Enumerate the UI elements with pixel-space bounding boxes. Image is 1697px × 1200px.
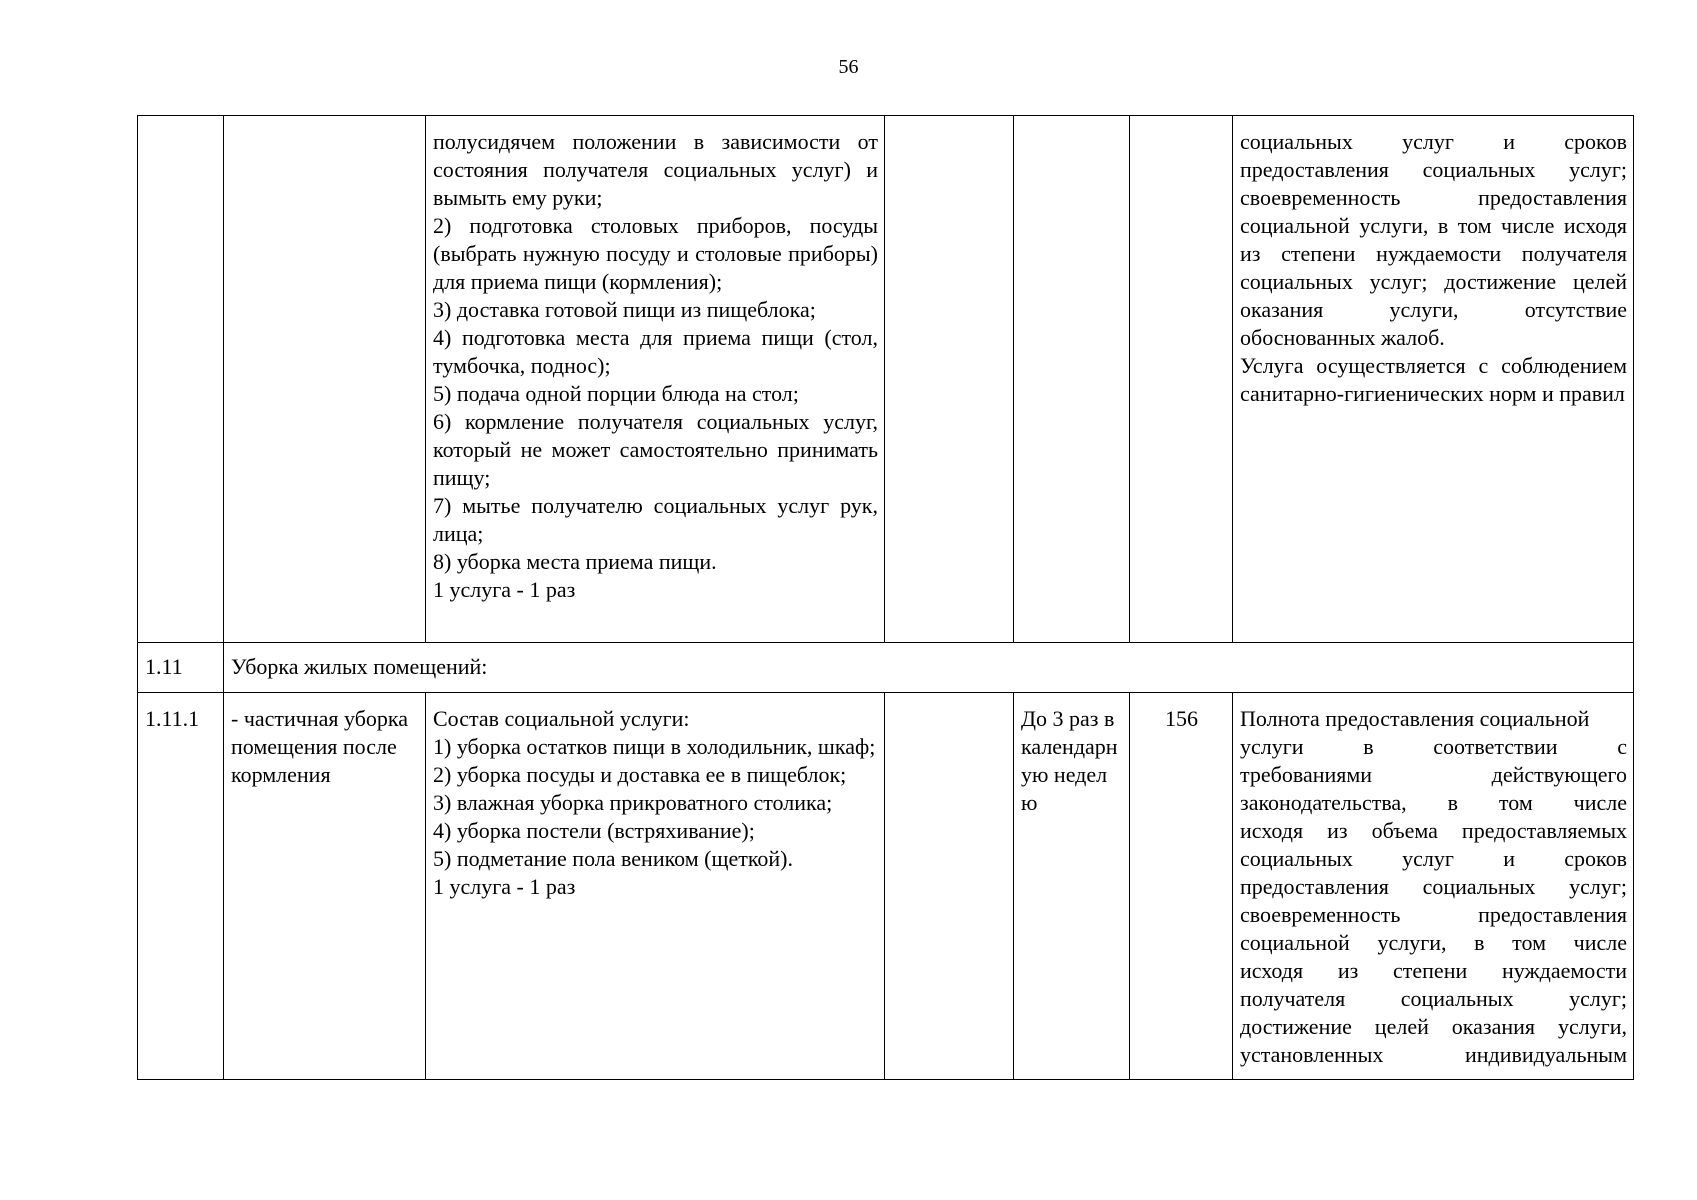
- service-name-cell: [224, 116, 426, 643]
- section-row: [138, 643, 1634, 693]
- empty-cell: [885, 693, 1014, 1080]
- content-line: 2) уборка посуды и доставка ее в пищеблок;: [433, 762, 847, 787]
- row-number-cell: 1.11.1: [138, 693, 224, 1080]
- service-name-cell: - частичная уборка помещения после кормления: [224, 693, 426, 1080]
- criteria-line: своевременность предоставления: [1240, 902, 1627, 927]
- criteria-line: предоставления социальных услуг;: [1240, 874, 1627, 899]
- content-line: 1 услуга - 1 раз: [433, 874, 576, 899]
- content-line: 1) уборка остатков пищи в холодильник, шкаф;: [433, 734, 876, 759]
- criteria-line: требованиями действующего: [1240, 762, 1627, 787]
- criteria-line: социальной услуги, в том числе: [1240, 930, 1627, 955]
- criteria-line: исходя из объема предоставляемых: [1240, 818, 1627, 843]
- content-line: 8) уборка места приема пищи.: [433, 549, 717, 574]
- content-line: 7) мытье получателю социальных услуг рук, лица;: [433, 493, 878, 546]
- criteria-line: установленных индивидуальным: [1240, 1042, 1627, 1067]
- criteria-paragraph: социальных услуг и сроков предоставления социальных услуг; своевременность предоставления социальной услуги, в том числе исходя из степени нуждаемости получателя социальных услуг; достижение целей оказания услуги, отсутствие обоснованных жалоб.: [1240, 129, 1627, 350]
- content-line: 2) подготовка столовых приборов, посуды (выбрать нужную посуду и столовые приборы) для приема пищи (кормления);: [433, 213, 878, 294]
- content-line: 5) подметание пола веником (щеткой).: [433, 846, 793, 871]
- content-line: 3) доставка готовой пищи из пищеблока;: [433, 297, 816, 322]
- criteria-line: Полнота предоставления социальной: [1240, 706, 1590, 731]
- volume-cell: 156: [1130, 693, 1233, 1080]
- content-line: 6) кормление получателя социальных услуг, который не может самостоятельно принимать пищу;: [433, 409, 878, 490]
- criteria-cell: [1233, 116, 1634, 643]
- empty-cell: [885, 116, 1014, 643]
- volume-cell: [1130, 116, 1233, 643]
- row-number-cell: [138, 116, 224, 643]
- content-line: 4) уборка постели (встряхивание);: [433, 818, 755, 843]
- content-line: 1 услуга - 1 раз: [433, 577, 576, 602]
- table-row-continued: [138, 116, 1634, 643]
- content-line: 5) подача одной порции блюда на стол;: [433, 381, 799, 406]
- content-line: 3) влажная уборка прикроватного столика;: [433, 790, 833, 815]
- page-number: 56: [838, 56, 859, 78]
- criteria-cell: [1233, 693, 1634, 1080]
- criteria-line: исходя из степени нуждаемости: [1240, 958, 1627, 983]
- table-row-item: [138, 693, 1634, 1080]
- content-line: 4) подготовка места для приема пищи (стол, тумбочка, поднос);: [433, 325, 878, 378]
- services-table: [137, 115, 1634, 1080]
- criteria-line: достижение целей оказания услуги,: [1240, 1014, 1627, 1039]
- section-number-cell: 1.11: [138, 643, 224, 693]
- criteria-line: услуги в соответствии с: [1240, 734, 1627, 759]
- frequency-cell: До 3 раз в календарную неделю: [1014, 693, 1130, 1080]
- content-line: полусидячем положении в зависимости от состояния получателя социальных услуг) и вымыть ему руки;: [433, 129, 878, 210]
- criteria-paragraph: Услуга осуществляется с соблюдением санитарно-гигиенических норм и правил: [1240, 353, 1627, 406]
- content-line: Состав социальной услуги:: [433, 706, 690, 731]
- service-content-cell: [426, 116, 885, 643]
- criteria-line: социальных услуг и сроков: [1240, 846, 1627, 871]
- criteria-line: законодательства, в том числе: [1240, 790, 1627, 815]
- criteria-line: получателя социальных услуг;: [1240, 986, 1627, 1011]
- service-content-cell: [426, 693, 885, 1080]
- section-title-cell: Уборка жилых помещений:: [224, 643, 1634, 693]
- frequency-cell: [1014, 116, 1130, 643]
